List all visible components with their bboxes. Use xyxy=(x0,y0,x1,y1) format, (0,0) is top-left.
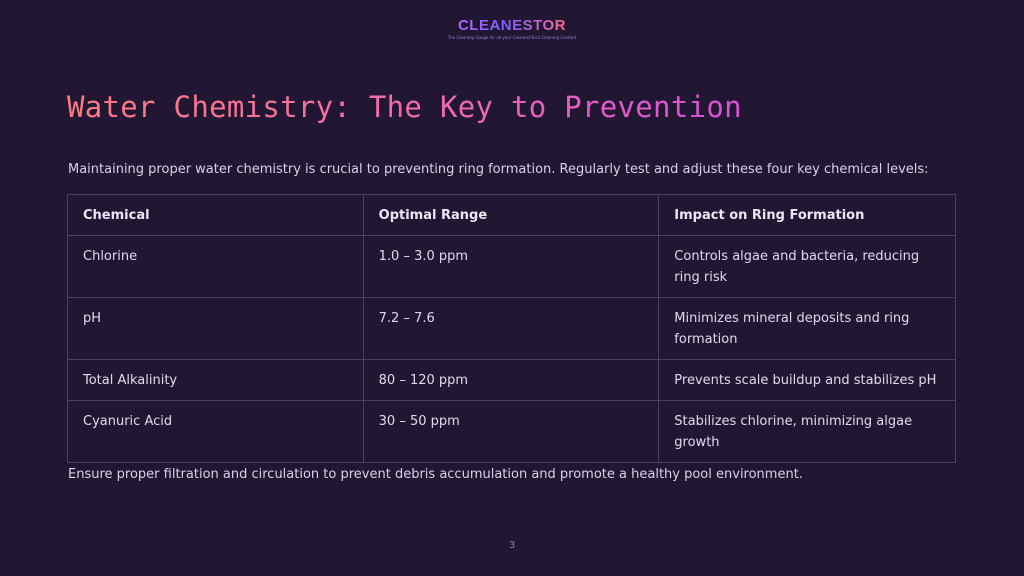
cell-chemical: Cyanuric Acid xyxy=(68,401,364,463)
cell-range: 1.0 – 3.0 ppm xyxy=(363,236,659,298)
table-row xyxy=(68,298,956,360)
header-optimal-range: Optimal Range xyxy=(363,195,659,236)
intro-text: Maintaining proper water chemistry is crucial to preventing ring formation. Regularly test and adjust these four key chemical levels: xyxy=(68,162,929,177)
cell-chemical: Chlorine xyxy=(68,236,364,298)
cell-impact: Controls algae and bacteria, reducing ring risk xyxy=(659,236,956,298)
cell-chemical: Total Alkalinity xyxy=(68,360,364,401)
cell-impact: Prevents scale buildup and stabilizes pH xyxy=(659,360,956,401)
page-number: 3 xyxy=(508,540,516,551)
cell-range: 30 – 50 ppm xyxy=(363,401,659,463)
cell-range: 80 – 120 ppm xyxy=(363,360,659,401)
table-header-row xyxy=(68,195,956,236)
cell-impact: Minimizes mineral deposits and ring formation xyxy=(659,298,956,360)
closing-text: Ensure proper filtration and circulation to prevent debris accumulation and promote a healthy pool environment. xyxy=(68,467,803,482)
cell-impact: Stabilizes chlorine, minimizing algae growth xyxy=(659,401,956,463)
table-row xyxy=(68,236,956,298)
brand-logo xyxy=(0,15,1024,40)
chemical-levels-table xyxy=(67,194,956,463)
slide-title: Water Chemistry: The Key to Prevention xyxy=(67,90,742,124)
brand-tagline: The Cleaning Gauge for all your Cleanest-Tech Cleaning Content xyxy=(447,35,577,40)
table-row xyxy=(68,401,956,463)
cell-range: 7.2 – 7.6 xyxy=(363,298,659,360)
header-impact: Impact on Ring Formation xyxy=(659,195,956,236)
cell-chemical: pH xyxy=(68,298,364,360)
brand-wordmark: CLEANESTOR xyxy=(457,17,567,34)
table-row xyxy=(68,360,956,401)
header-chemical: Chemical xyxy=(68,195,364,236)
